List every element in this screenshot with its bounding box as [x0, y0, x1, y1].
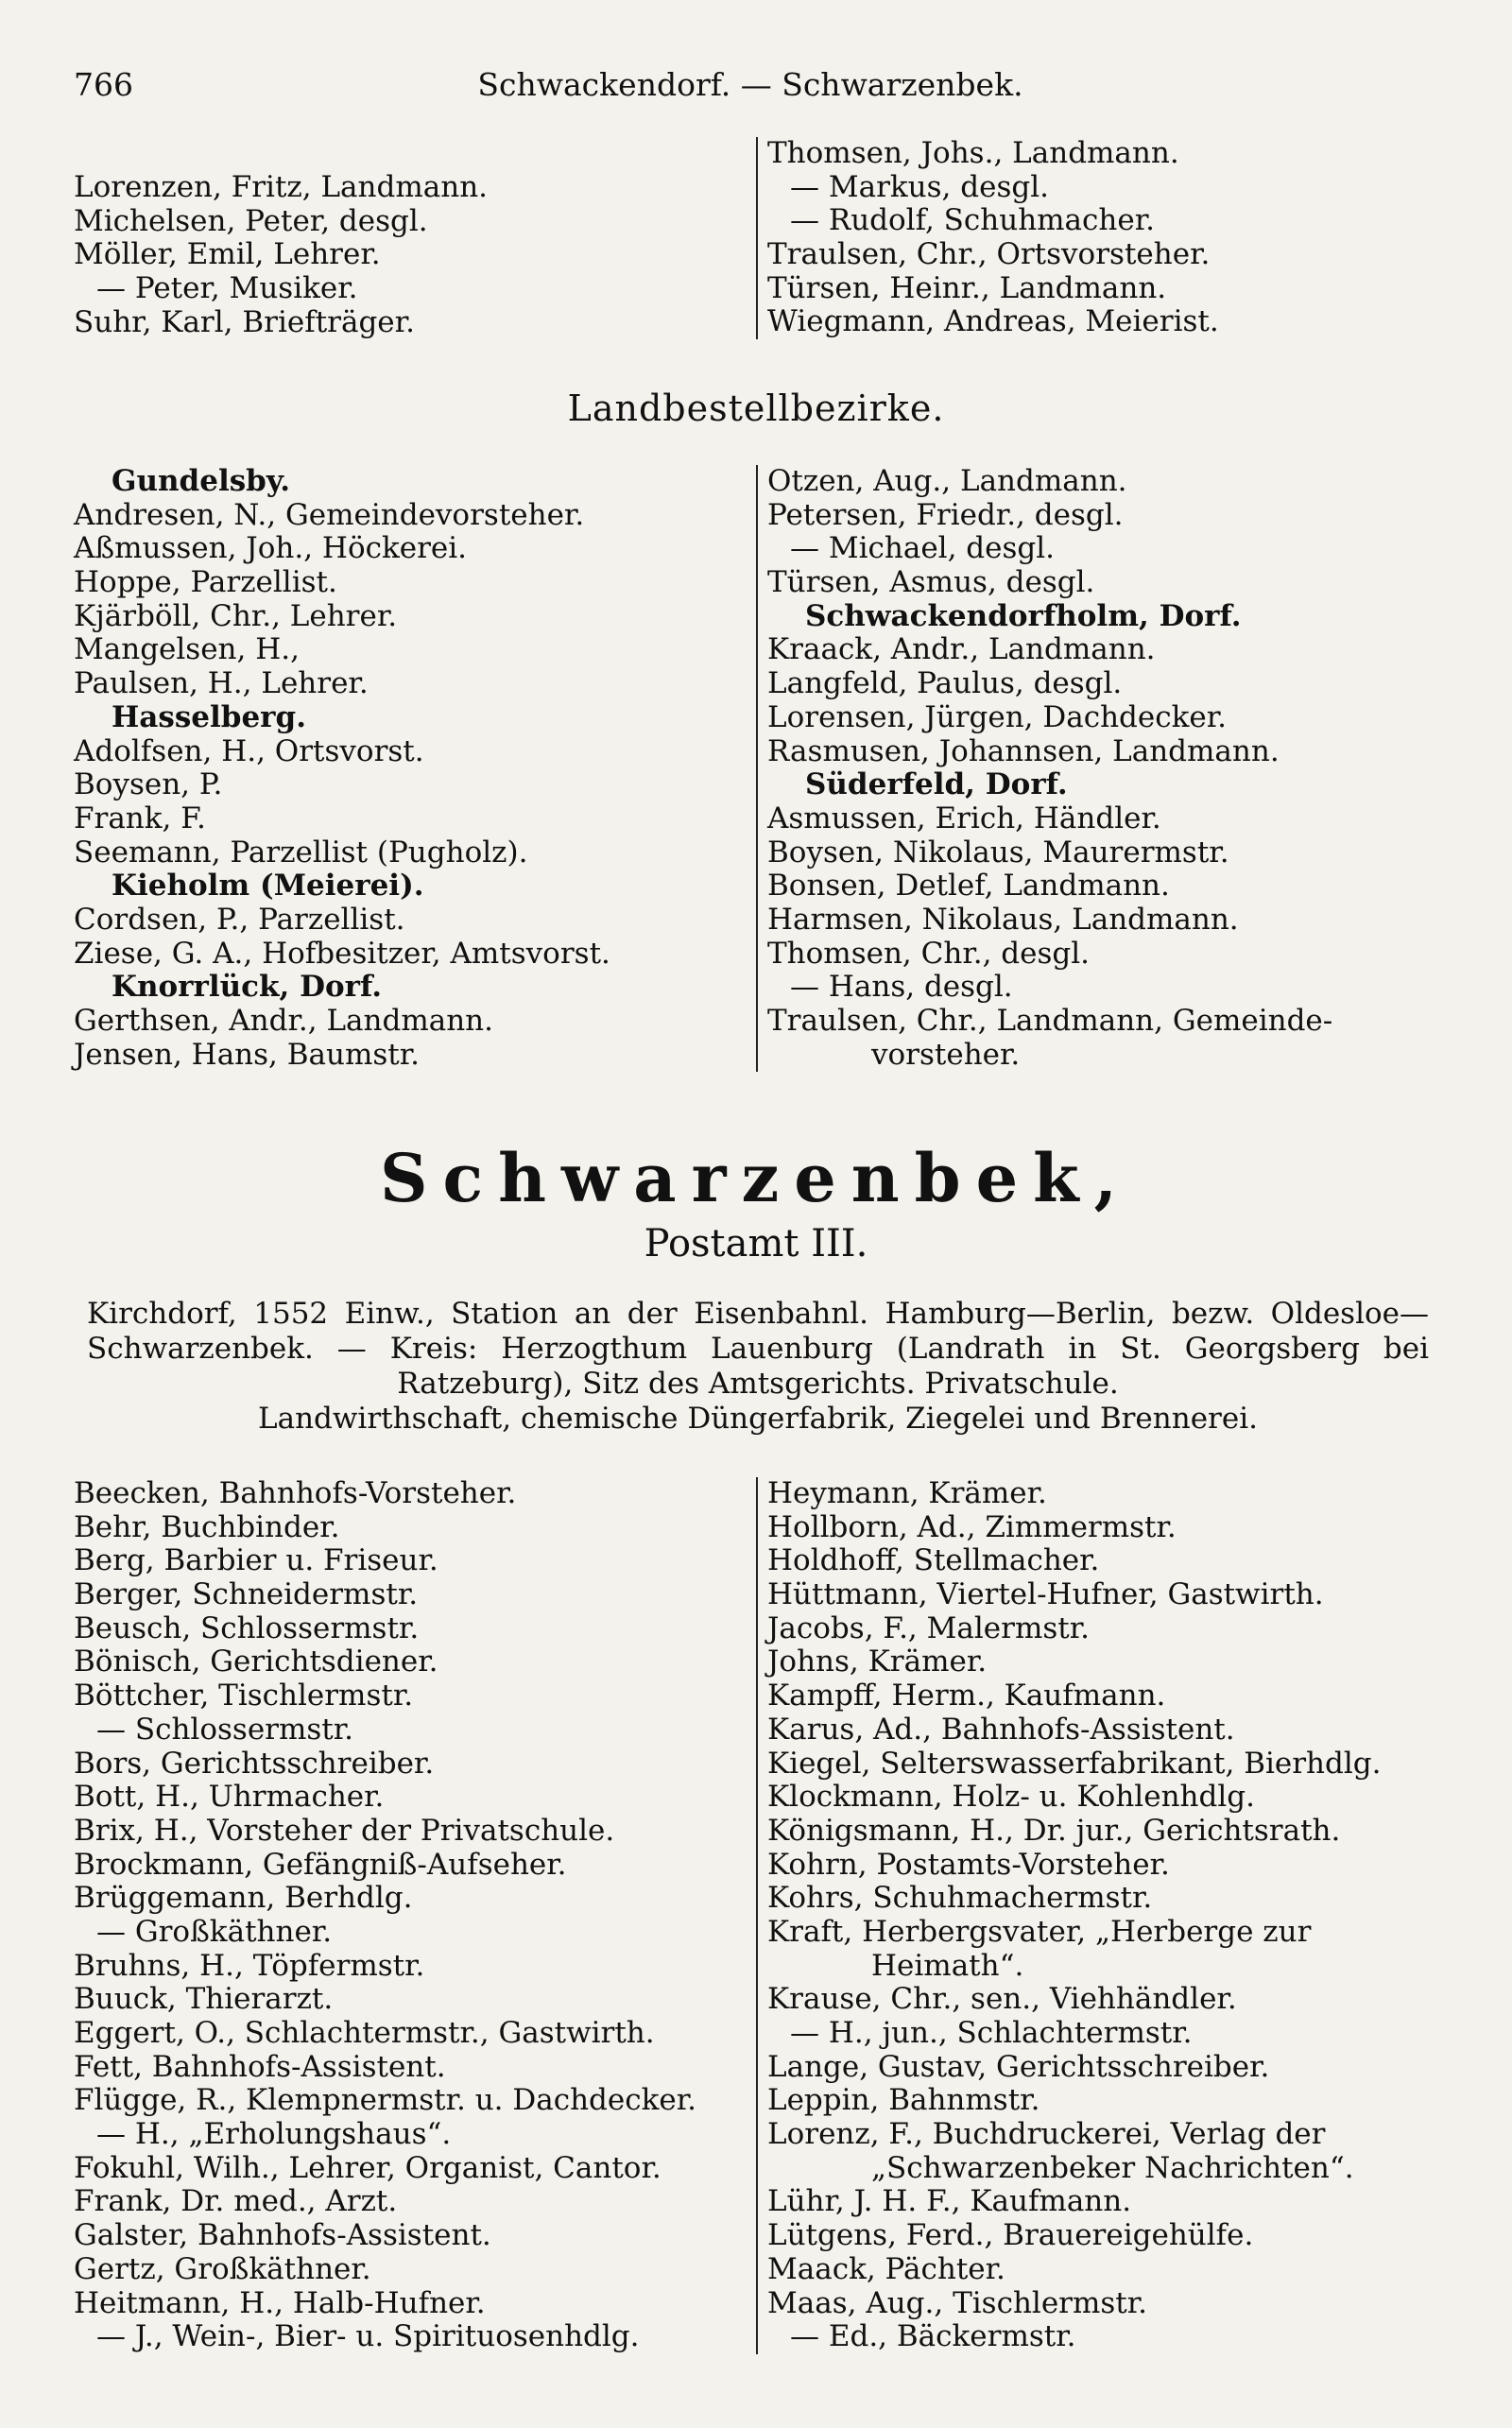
description-line: Schwarzenbek. — Kreis: Herzogthum Lauenburg (Landrath in St. Georgsberg bei: [87, 1332, 1429, 1366]
village-heading: Schwackendorfholm, Dorf.: [805, 598, 1242, 633]
list-item-continuation: „Schwarzenbeker Nachrichten“.: [871, 2150, 1354, 2185]
list-item: Heitmann, H., Halb-Hufner.: [74, 2285, 486, 2320]
list-item: Flügge, R., Klempnermstr. u. Dachdecker.: [74, 2083, 696, 2118]
list-item: Bruhns, H., Töpfermstr.: [74, 1948, 425, 1983]
list-item: Michelsen, Peter, desgl.: [74, 203, 428, 238]
list-item: Königsmann, H., Dr. jur., Gerichtsrath.: [767, 1813, 1341, 1848]
list-item: Jensen, Hans, Baumstr.: [74, 1037, 421, 1072]
list-item: Berger, Schneidermstr.: [74, 1577, 419, 1612]
description-line: Landwirthschaft, chemische Düngerfabrik, Ziegelei und Brennerei.: [258, 1402, 1258, 1436]
list-item: — Ed., Bäckermstr.: [790, 2319, 1076, 2354]
village-heading: Kieholm (Meierei).: [112, 869, 424, 904]
list-item: — Großkäthner.: [96, 1914, 333, 1949]
list-item: Harmsen, Nikolaus, Landmann.: [767, 902, 1239, 937]
postamt-subtitle: Postamt III.: [644, 1222, 868, 1266]
list-item: Brüggemann, Berhdlg.: [74, 1881, 413, 1916]
list-item: Gertz, Großkäthner.: [74, 2251, 371, 2286]
list-item: Otzen, Aug., Landmann.: [767, 464, 1127, 498]
list-item: Beecken, Bahnhofs-Vorsteher.: [74, 1476, 517, 1510]
top-section: [74, 137, 1425, 339]
list-item-continuation: vorsteher.: [871, 1037, 1021, 1072]
description-line: Kirchdorf, 1552 Einw., Station an der Eisenbahnl. Hamburg—Berlin, bezw. Oldesloe—: [87, 1297, 1429, 1331]
village-heading: Hasselberg.: [112, 699, 306, 734]
list-item: Kiegel, Selterswasserfabrikant, Bierhdlg.: [767, 1746, 1382, 1781]
residents-section: [74, 1477, 1425, 2354]
list-item: Frank, F.: [74, 801, 206, 835]
list-item: Krause, Chr., sen., Viehhändler.: [767, 1982, 1237, 2017]
list-item: Heymann, Krämer.: [767, 1476, 1047, 1510]
top-left-column: [74, 137, 756, 339]
residents-left-column: [74, 1477, 756, 2354]
page-number: 766: [74, 66, 133, 103]
list-item: Leppin, Bahnmstr.: [767, 2083, 1040, 2118]
list-item: — H., „Erholungshaus“.: [96, 2117, 452, 2152]
list-item: Boysen, P.: [74, 767, 223, 802]
list-item: Traulsen, Chr., Landmann, Gemeinde-: [767, 1004, 1333, 1038]
list-item: Andresen, N., Gemeindevorsteher.: [74, 497, 585, 532]
landbestell-section: [74, 465, 1425, 1072]
list-item: Kampff, Herm., Kaufmann.: [767, 1679, 1166, 1713]
list-item: Bors, Gerichtsschreiber.: [74, 1746, 435, 1781]
list-item: Fokuhl, Wilh., Lehrer, Organist, Cantor.: [74, 2150, 662, 2185]
list-item: Johns, Krämer.: [767, 1644, 988, 1679]
village-heading: Süderfeld, Dorf.: [805, 767, 1068, 802]
landbestell-left-column: [74, 465, 756, 1072]
list-item: Buuck, Thierarzt.: [74, 1982, 334, 2017]
list-item: Maas, Aug., Tischlermstr.: [767, 2285, 1148, 2320]
list-item: Beusch, Schlossermstr.: [74, 1610, 420, 1645]
list-item: Karus, Ad., Bahnhofs-Assistent.: [767, 1712, 1235, 1747]
list-item: Brockmann, Gefängniß-Aufseher.: [74, 1847, 567, 1882]
list-item: Cordsen, P., Parzellist.: [74, 902, 405, 937]
list-item: Kjärböll, Chr., Lehrer.: [74, 598, 398, 633]
list-item: Lorenz, F., Buchdruckerei, Verlag der: [767, 2117, 1326, 2152]
list-item: Traulsen, Chr., Ortsvorsteher.: [767, 237, 1211, 272]
list-item: Lorensen, Jürgen, Dachdecker.: [767, 699, 1227, 734]
list-item: Holdhoff, Stellmacher.: [767, 1543, 1100, 1578]
list-item: Frank, Dr. med., Arzt.: [74, 2184, 398, 2219]
list-item-continuation: Heimath“.: [871, 1948, 1024, 1983]
list-item: Asmussen, Erich, Händler.: [767, 801, 1161, 835]
list-item: Aßmussen, Joh., Höckerei.: [74, 531, 468, 566]
list-item: Klockmann, Holz- u. Kohlenhdlg.: [767, 1780, 1255, 1815]
list-item: — Peter, Musiker.: [96, 271, 358, 306]
village-heading: Knorrlück, Dorf.: [112, 970, 382, 1005]
list-item: Mangelsen, H.,: [74, 632, 300, 667]
landbestell-right-column: [756, 465, 1425, 1072]
list-item: Petersen, Friedr., desgl.: [767, 497, 1124, 532]
section-heading-landbestell: Landbestellbezirke.: [567, 387, 945, 429]
description-line: Ratzeburg), Sitz des Amtsgerichts. Privatschule.: [397, 1367, 1119, 1401]
list-item: Kohrn, Postamts-Vorsteher.: [767, 1847, 1170, 1882]
list-item: — Hans, desgl.: [790, 970, 1013, 1005]
list-item: — Rudolf, Schuhmacher.: [790, 203, 1155, 238]
list-item: Maack, Pächter.: [767, 2251, 1005, 2286]
list-item: Bott, H., Uhrmacher.: [74, 1780, 385, 1815]
list-item: Behr, Buchbinder.: [74, 1509, 340, 1544]
list-item: Boysen, Nikolaus, Maurermstr.: [767, 835, 1229, 870]
list-item: Eggert, O., Schlachtermstr., Gastwirth.: [74, 2016, 655, 2050]
town-description: [87, 1297, 1429, 1437]
list-item: Kraft, Herbergsvater, „Herberge zur: [767, 1914, 1312, 1949]
list-item: — J., Wein-, Bier- u. Spirituosenhdlg.: [96, 2319, 640, 2354]
list-item: Hüttmann, Viertel-Hufner, Gastwirth.: [767, 1577, 1324, 1612]
list-item: Lühr, J. H. F., Kaufmann.: [767, 2184, 1132, 2219]
list-item: — Michael, desgl.: [790, 531, 1055, 566]
list-item: — Schlossermstr.: [96, 1712, 354, 1747]
town-title: Schwarzenbek,: [379, 1139, 1133, 1217]
list-item: Türsen, Asmus, desgl.: [767, 565, 1095, 600]
list-item: Adolfsen, H., Ortsvorst.: [74, 733, 424, 768]
list-item: Galster, Bahnhofs-Assistent.: [74, 2218, 491, 2253]
list-item: Seemann, Parzellist (Pugholz).: [74, 835, 528, 870]
village-heading: Gundelsby.: [112, 464, 291, 498]
list-item: Wiegmann, Andreas, Meierist.: [767, 304, 1219, 339]
list-item: — Markus, desgl.: [790, 169, 1049, 204]
list-item: Bönisch, Gerichtsdiener.: [74, 1644, 438, 1679]
list-item: Kohrs, Schuhmachermstr.: [767, 1881, 1153, 1916]
list-item: Suhr, Karl, Briefträger.: [74, 304, 415, 339]
list-item: Paulsen, H., Lehrer.: [74, 666, 369, 701]
list-item: Gerthsen, Andr., Landmann.: [74, 1004, 493, 1038]
list-item: Thomsen, Johs., Landmann.: [767, 136, 1179, 170]
list-item: Lorenzen, Fritz, Landmann.: [74, 170, 489, 204]
list-item: Rasmusen, Johannsen, Landmann.: [767, 733, 1280, 768]
list-item: Langfeld, Paulus, desgl.: [767, 666, 1123, 701]
list-item: Ziese, G. A., Hofbesitzer, Amtsvorst.: [74, 936, 610, 971]
list-item: Lange, Gustav, Gerichtsschreiber.: [767, 2049, 1270, 2084]
list-item: Hollborn, Ad., Zimmermstr.: [767, 1509, 1177, 1544]
list-item: Möller, Emil, Lehrer.: [74, 237, 381, 272]
list-item: Hoppe, Parzellist.: [74, 565, 337, 600]
list-item: Türsen, Heinr., Landmann.: [767, 270, 1167, 305]
list-item: Kraack, Andr., Landmann.: [767, 632, 1156, 667]
list-item: Thomsen, Chr., desgl.: [767, 936, 1090, 971]
running-head: Schwackendorf. — Schwarzenbek.: [477, 66, 1023, 103]
residents-right-column: [756, 1477, 1425, 2354]
top-right-column: [756, 137, 1425, 339]
list-item: — H., jun., Schlachtermstr.: [790, 2016, 1193, 2050]
list-item: Jacobs, F., Malermstr.: [767, 1610, 1090, 1645]
list-item: Bonsen, Detlef, Landmann.: [767, 869, 1170, 904]
list-item: Böttcher, Tischlermstr.: [74, 1679, 414, 1713]
list-item: Brix, H., Vorsteher der Privatschule.: [74, 1813, 615, 1848]
list-item: Berg, Barbier u. Friseur.: [74, 1543, 438, 1578]
list-item: Lütgens, Ferd., Brauereigehülfe.: [767, 2218, 1254, 2253]
page-header: [74, 66, 1427, 113]
list-item: Fett, Bahnhofs-Assistent.: [74, 2049, 446, 2084]
